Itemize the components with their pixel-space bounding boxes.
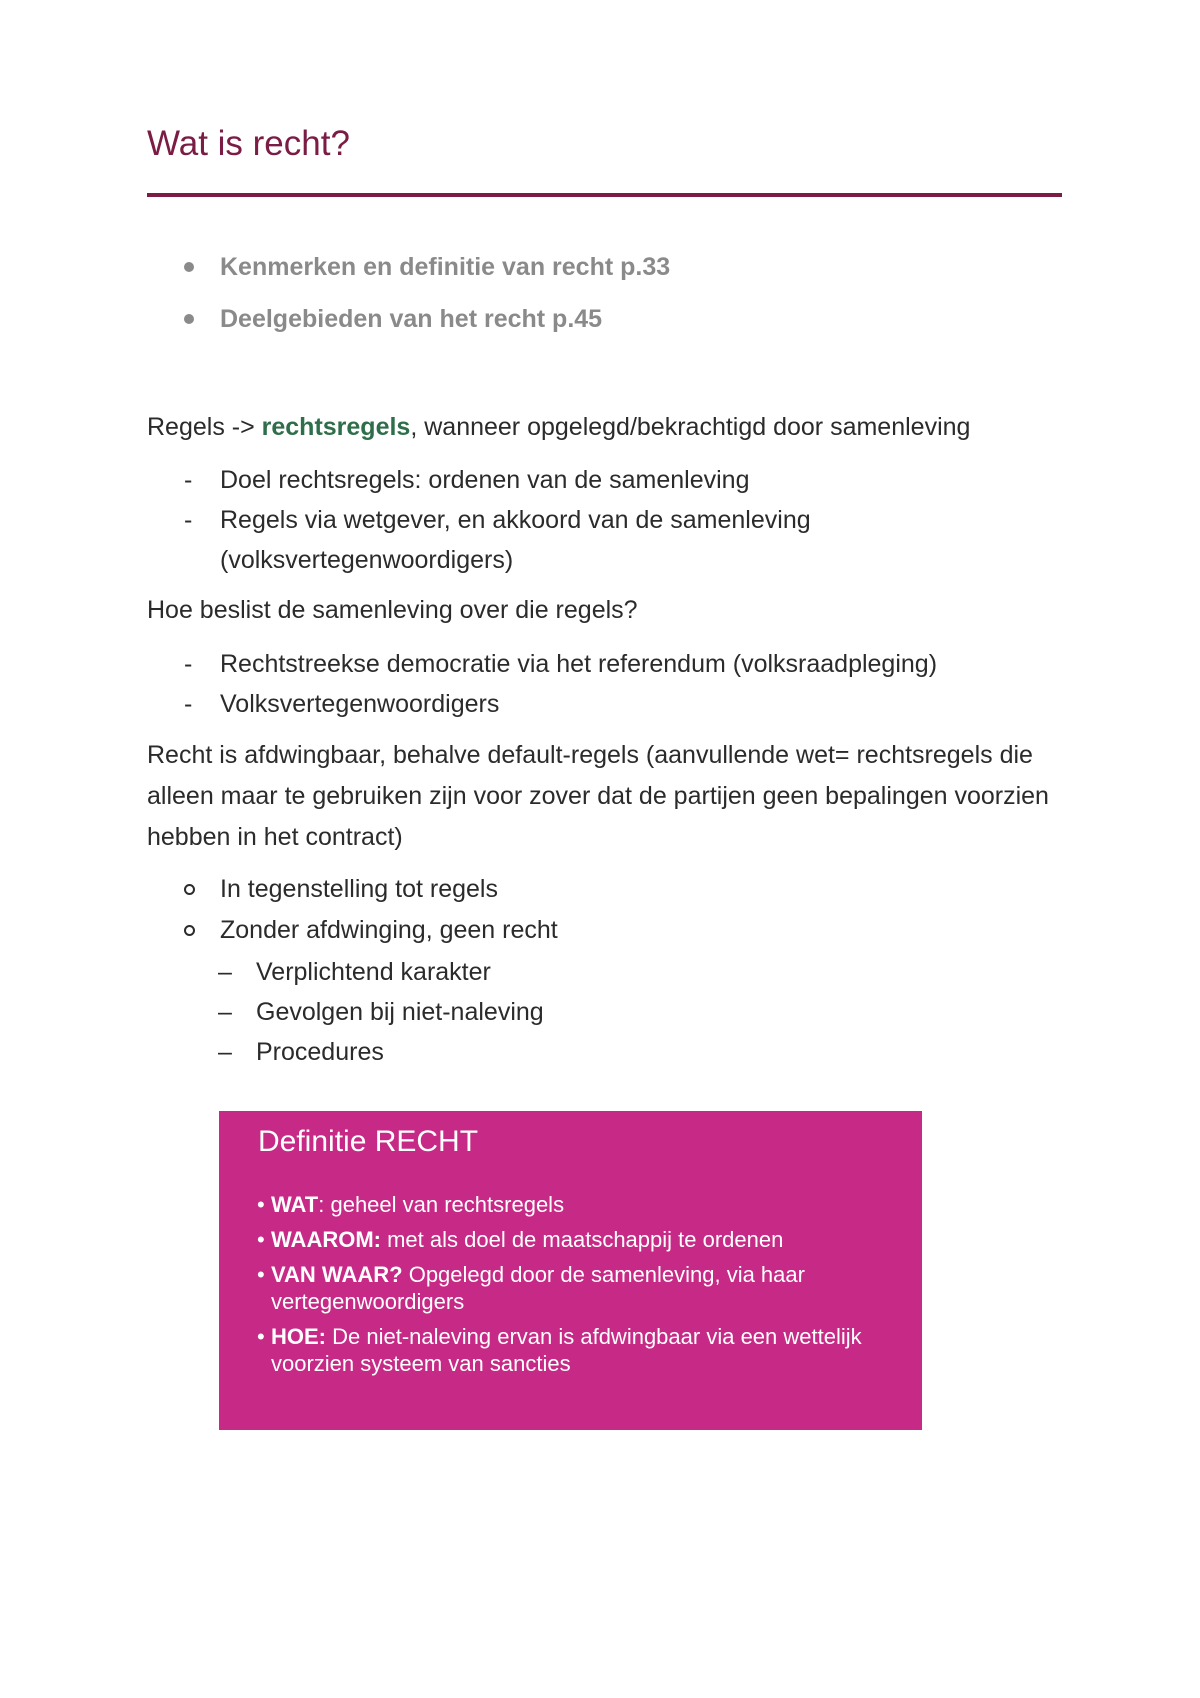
list-item-text: Doel rechtsregels: ordenen van de samenleving [220, 466, 750, 494]
list-item-text: In tegenstelling tot regels [220, 875, 498, 903]
dash-marker: - [184, 650, 193, 678]
en-dash-marker: – [218, 998, 232, 1026]
topic-item [180, 302, 670, 354]
dash-marker: - [184, 690, 193, 718]
definition-label: VAN WAAR? [271, 1262, 403, 1287]
list-item [218, 1032, 544, 1072]
list-item [180, 460, 900, 500]
bullet-icon: • [257, 1227, 265, 1252]
bullet-icon [184, 262, 194, 272]
list-item-text: Zonder afdwinging, geen recht [220, 916, 558, 944]
definition-text: met als doel de maatschappij te ordenen [380, 1227, 784, 1252]
topic-list [180, 250, 670, 354]
list-item-text: Regels via wetgever, en akkoord van de samenleving (volksvertegenwoordigers) [220, 506, 811, 574]
list-item-text: Procedures [256, 1038, 384, 1066]
en-dash-marker: – [218, 1038, 232, 1066]
question-points-list [180, 644, 1060, 724]
definition-text: Opgelegd door de samenleving, via haar vertegenwoordigers [271, 1262, 805, 1314]
definition-label: WAT [271, 1192, 319, 1217]
enforce-paragraph: Recht is afdwingbaar, behalve default-regels (aanvullende wet= rechtsregels die alleen maar te gebruiken zijn voor zover dat de partijen geen bepalingen voorzien hebben in het contract) [147, 741, 1049, 851]
list-item [180, 500, 900, 580]
bullet-icon: • [257, 1262, 265, 1287]
intro-text-before: Regels -> [147, 413, 262, 441]
list-item [180, 644, 1060, 684]
list-item-text: Volksvertegenwoordigers [220, 690, 500, 718]
circle-bullet-icon [184, 884, 195, 895]
circle-bullet-icon [184, 925, 195, 936]
list-item-text: Rechtstreekse democratie via het referendum (volksraadpleging) [220, 650, 938, 678]
topic-item [180, 250, 670, 302]
definition-label: HOE: [271, 1324, 326, 1349]
definition-label: WAAROM: [271, 1227, 381, 1252]
topic-label: Deelgebieden van het recht p.45 [220, 305, 603, 333]
list-item [180, 684, 1060, 724]
definition-list [257, 1191, 897, 1385]
dash-marker: - [184, 466, 193, 494]
highlighted-term: rechtsregels [261, 413, 411, 441]
definition-box [219, 1111, 922, 1430]
question-paragraph: Hoe beslist de samenleving over die regels? [147, 596, 638, 624]
list-item-text: Verplichtend karakter [256, 958, 491, 986]
topic-label: Kenmerken en definitie van recht p.33 [220, 253, 671, 281]
definition-item [257, 1226, 897, 1253]
intro-points-list [180, 460, 900, 580]
list-item [180, 869, 558, 910]
list-item [218, 952, 544, 992]
intro-text-after: , wanneer opgelegd/bekrachtigd door samenleving [410, 413, 971, 441]
list-item-text: Gevolgen bij niet-naleving [256, 998, 544, 1026]
bullet-icon: • [257, 1192, 265, 1217]
enforce-points-list [180, 869, 558, 951]
definition-text: : geheel van rechtsregels [318, 1192, 565, 1217]
enforce-subpoints-list [218, 952, 544, 1072]
dash-marker: - [184, 506, 193, 534]
list-item [180, 910, 558, 951]
definition-item [257, 1191, 897, 1218]
bullet-icon [184, 314, 194, 324]
definition-item [257, 1323, 897, 1377]
definition-item [257, 1261, 897, 1315]
bullet-icon: • [257, 1324, 265, 1349]
en-dash-marker: – [218, 958, 232, 986]
definition-text: De niet-naleving ervan is afdwingbaar via een wettelijk voorzien systeem van sancties [271, 1324, 862, 1376]
definition-box-title: Definitie RECHT [258, 1125, 479, 1158]
intro-paragraph [147, 407, 1067, 448]
page-title: Wat is recht? [147, 124, 350, 163]
list-item [218, 992, 544, 1032]
title-underline [147, 193, 1062, 197]
